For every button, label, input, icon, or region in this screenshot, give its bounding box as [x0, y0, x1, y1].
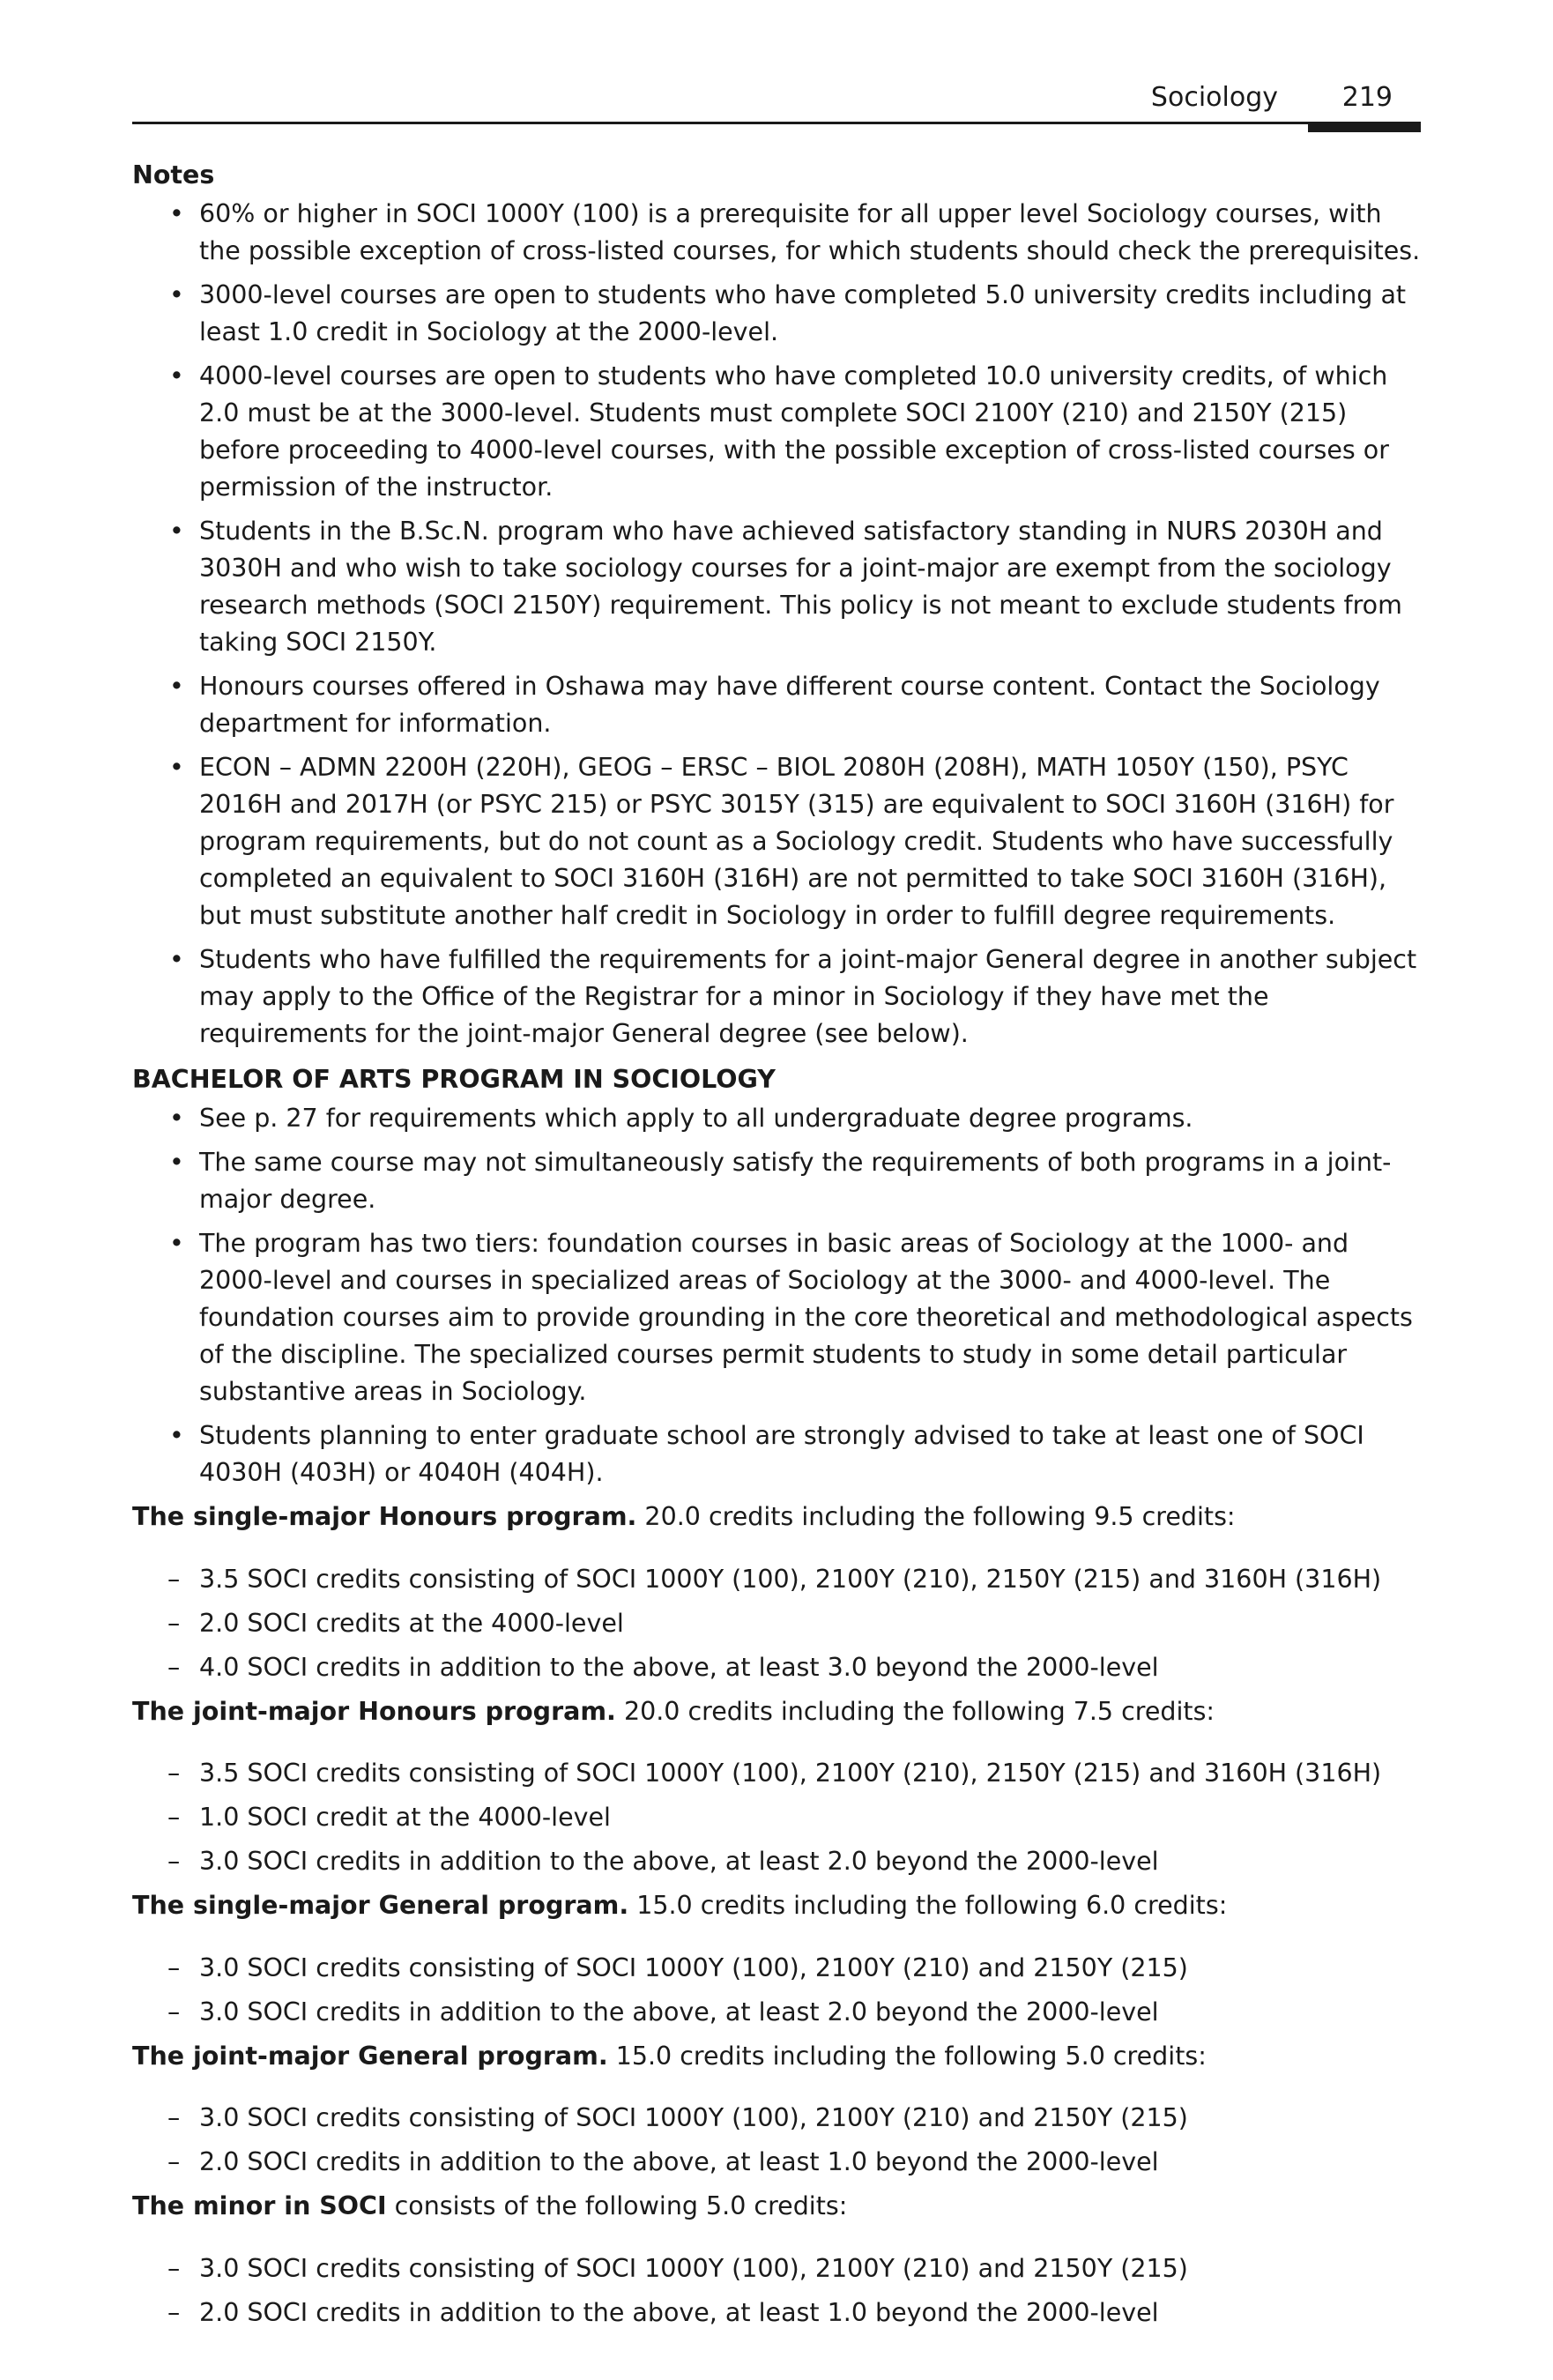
bachelor-item: • The program has two tiers: foundation courses in basic areas of Sociology at the 1000- and 2000-level and courses in specialized areas of Sociology at the 3000- and 4000-level. The foundation courses aim to provide grounding in the core theoretical and methodological aspects of the discipline. The specialized courses permit students to study in some detail particular substantive areas in Sociology.	[132, 1225, 1421, 1410]
program-joint-honours	[132, 1693, 1421, 1881]
program-heading	[132, 1887, 1421, 1924]
bachelor-item: • See p. 27 for requirements which apply to all undergraduate degree programs.	[132, 1100, 1421, 1137]
program-title: The joint-major Honours program.	[132, 1696, 616, 1726]
program-title: The single-major General program.	[132, 1891, 629, 1920]
program-title: The single-major Honours program.	[132, 1502, 637, 1531]
requirement-item: – 3.0 SOCI credits consisting of SOCI 1000Y (100), 2100Y (210) and 2150Y (215)	[132, 2250, 1421, 2287]
requirement-item: – 3.5 SOCI credits consisting of SOCI 1000Y (100), 2100Y (210), 2150Y (215) and 3160H (316H)	[132, 1561, 1421, 1598]
requirement-item: – 2.0 SOCI credits in addition to the above, at least 1.0 beyond the 2000-level	[132, 2144, 1421, 2181]
notes-item: • ECON – ADMN 2200H (220H), GEOG – ERSC – BIOL 2080H (208H), MATH 1050Y (150), PSYC 2016H and 2017H (or PSYC 215) or PSYC 3015Y (315) are equivalent to SOCI 3160H (316H) for program requirements, but do not count as a Sociology credit. Students who have successfully completed an equivalent to SOCI 3160H (316H) are not permitted to take SOCI 3160H (316H), but must substitute another half credit in Sociology in order to fulfill degree requirements.	[132, 749, 1421, 934]
requirement-item: – 3.0 SOCI credits in addition to the above, at least 2.0 beyond the 2000-level	[132, 1994, 1421, 2031]
bachelor-list	[132, 1100, 1421, 1491]
requirements-list	[132, 1755, 1421, 1880]
program-minor	[132, 2188, 1421, 2332]
program-single-honours	[132, 1499, 1421, 1686]
running-head-title: Sociology	[1150, 82, 1278, 113]
notes-item: • Students in the B.Sc.N. program who have achieved satisfactory standing in NURS 2030H and 3030H and who wish to take sociology courses for a joint-major are exempt from the sociology research methods (SOCI 2150Y) requirement. This policy is not meant to exclude students from taking SOCI 2150Y.	[132, 513, 1421, 661]
program-summary: 20.0 credits including the following 7.5 credits:	[615, 1696, 1215, 1726]
bachelor-item: • The same course may not simultaneously satisfy the requirements of both programs in a joint-major degree.	[132, 1144, 1421, 1218]
requirement-item: – 1.0 SOCI credit at the 4000-level	[132, 1799, 1421, 1836]
requirements-list	[132, 1561, 1421, 1686]
requirement-item: – 4.0 SOCI credits in addition to the above, at least 3.0 beyond the 2000-level	[132, 1649, 1421, 1686]
requirement-item: – 3.0 SOCI credits consisting of SOCI 1000Y (100), 2100Y (210) and 2150Y (215)	[132, 2100, 1421, 2137]
requirements-list	[132, 2250, 1421, 2332]
program-heading	[132, 1499, 1421, 1536]
program-heading	[132, 2188, 1421, 2225]
notes-list	[132, 196, 1421, 1052]
notes-item: • 4000-level courses are open to students who have completed 10.0 university credits, of which 2.0 must be at the 3000-level. Students must complete SOCI 2100Y (210) and 2150Y (215) before proceeding to 4000-level courses, with the possible exception of cross-listed courses or permission of the instructor.	[132, 358, 1421, 506]
notes-item: • 60% or higher in SOCI 1000Y (100) is a prerequisite for all upper level Sociology courses, with the possible exception of cross-listed courses, for which students should check the prerequisites.	[132, 196, 1421, 270]
requirements-list	[132, 1950, 1421, 2031]
requirements-list	[132, 2100, 1421, 2181]
header-rule	[132, 122, 1421, 124]
notes-item: • Honours courses offered in Oshawa may have different course content. Contact the Sociology department for information.	[132, 668, 1421, 742]
page-content	[132, 157, 1421, 2332]
page-number: 219	[1341, 82, 1393, 113]
program-summary: 20.0 credits including the following 9.5 credits:	[636, 1502, 1236, 1531]
program-heading	[132, 1693, 1421, 1730]
program-summary: 15.0 credits including the following 6.0 credits:	[628, 1891, 1228, 1920]
program-single-general	[132, 1887, 1421, 2031]
bachelor-item: • Students planning to enter graduate school are strongly advised to take at least one of SOCI 4030H (403H) or 4040H (404H).	[132, 1417, 1421, 1491]
requirement-item: – 3.5 SOCI credits consisting of SOCI 1000Y (100), 2100Y (210), 2150Y (215) and 3160H (316H)	[132, 1755, 1421, 1792]
notes-item: • 3000-level courses are open to students who have completed 5.0 university credits including at least 1.0 credit in Sociology at the 2000-level.	[132, 277, 1421, 351]
bachelor-heading: BACHELOR OF ARTS PROGRAM IN SOCIOLOGY	[132, 1065, 776, 1094]
notes-heading: Notes	[132, 160, 215, 190]
requirement-item: – 2.0 SOCI credits in addition to the above, at least 1.0 beyond the 2000-level	[132, 2294, 1421, 2332]
program-title: The joint-major General program.	[132, 2041, 608, 2071]
notes-item: • Students who have fulfilled the requirements for a joint-major General degree in another subject may apply to the Office of the Registrar for a minor in Sociology if they have met the requirements for the joint-major General degree (see below).	[132, 941, 1421, 1052]
requirement-item: – 3.0 SOCI credits consisting of SOCI 1000Y (100), 2100Y (210) and 2150Y (215)	[132, 1950, 1421, 1987]
page-header	[132, 81, 1421, 125]
requirement-item: – 3.0 SOCI credits in addition to the above, at least 2.0 beyond the 2000-level	[132, 1843, 1421, 1880]
program-summary: consists of the following 5.0 credits:	[386, 2191, 848, 2220]
program-heading	[132, 2038, 1421, 2075]
requirement-item: – 2.0 SOCI credits at the 4000-level	[132, 1605, 1421, 1642]
program-joint-general	[132, 2038, 1421, 2182]
program-summary: 15.0 credits including the following 5.0 credits:	[607, 2041, 1207, 2071]
program-title: The minor in SOCI	[132, 2191, 387, 2220]
header-bar	[1308, 122, 1421, 132]
